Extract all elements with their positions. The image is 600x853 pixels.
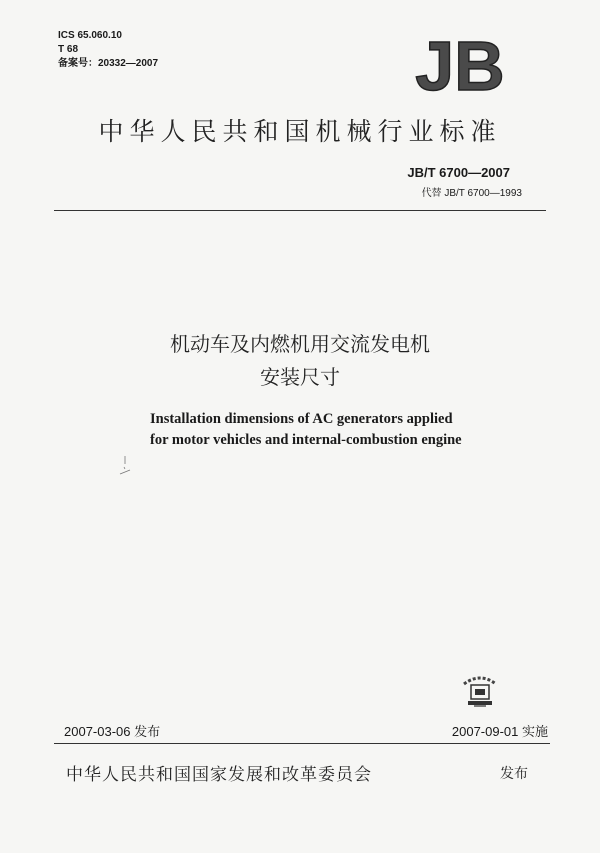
- chinese-title-line-2: 安装尺寸: [260, 365, 340, 389]
- ics-code: ICS 65.060.10: [58, 30, 122, 41]
- standard-number: JB/T 6700—2007: [407, 165, 510, 180]
- publisher-name: 中华人民共和国国家发展和改革委员会: [66, 765, 372, 785]
- top-divider: [54, 210, 546, 211]
- issue-date: 2007-03-06 发布: [64, 724, 161, 739]
- replaces-standard: 代替 JB/T 6700—1993: [421, 188, 522, 199]
- pen-mark: [118, 455, 132, 477]
- chinese-title-line-1: 机动车及内燃机用交流发电机: [170, 332, 430, 356]
- jb-logo: [404, 34, 516, 96]
- svg-text:JB: JB: [415, 34, 505, 96]
- english-title-line-1: Installation dimensions of AC generators applied: [150, 411, 453, 427]
- publisher-seal-icon: [458, 668, 502, 712]
- industry-standard-title: 中华人民共和国机械行业标准: [98, 117, 502, 146]
- publisher-verb: 发布: [500, 766, 528, 782]
- classification-code: T 68: [58, 44, 79, 55]
- bottom-divider: [54, 743, 550, 744]
- filing-number: 备案号：20332—2007: [58, 58, 159, 69]
- implementation-date: 2007-09-01 实施: [451, 724, 548, 739]
- english-title-line-2: for motor vehicles and internal-combustion engine: [150, 432, 462, 448]
